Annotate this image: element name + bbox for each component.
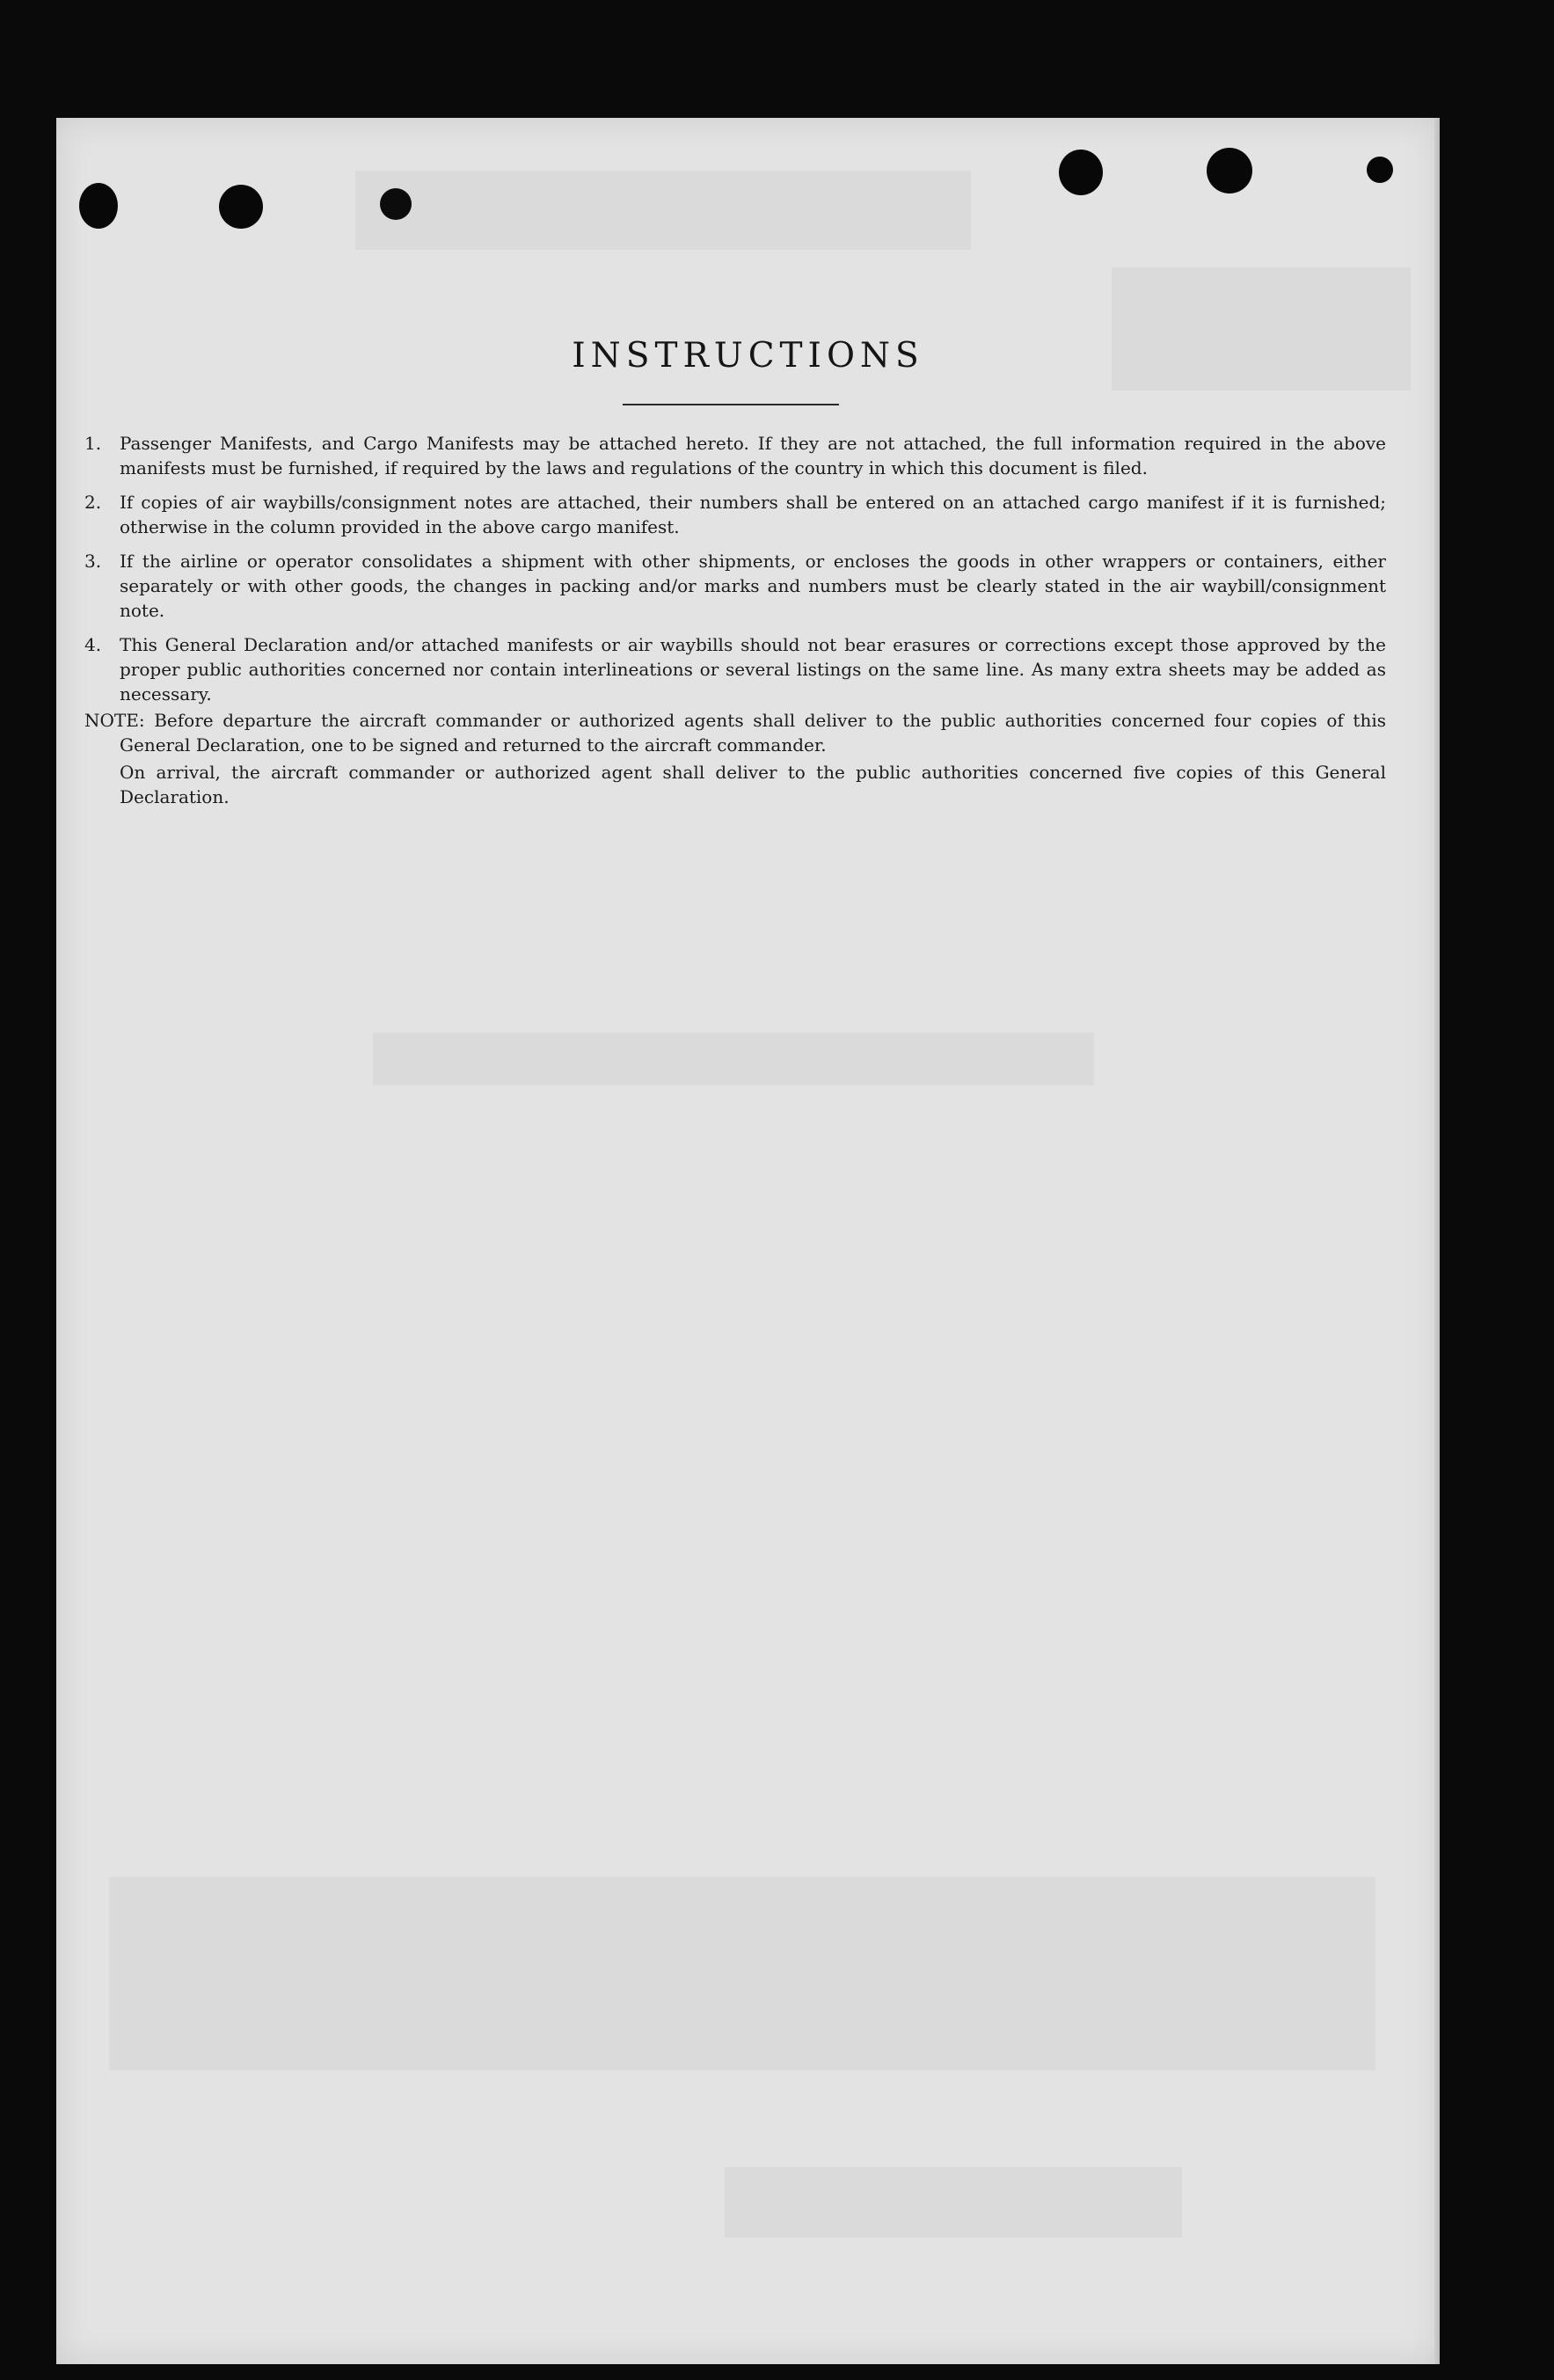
instruction-text: Passenger Manifests, and Cargo Manifests may be attached hereto. If they are not attached, the full information required in the above manifests must be furnished, if required by the laws and regulations of the country in which this document is filed. [120,433,1386,478]
note-departure: NOTE: Before departure the aircraft commander or authorized agents shall deliver to the public authorities concerned four copies of this General Declaration, one to be signed and returned to the aircraft commander. [84,710,1386,756]
bleed-through-block-3 [373,1033,1094,1085]
instruction-item [84,632,1386,706]
instruction-item [84,490,1386,539]
instructions-list [84,431,1386,716]
instruction-text: If copies of air waybills/consignment notes are attached, their numbers shall be entered on an attached cargo manifest if it is furnished; otherwise in the column provided in the above cargo manifest. [120,492,1386,537]
document-page [56,118,1440,2364]
note-arrival: On arrival, the aircraft commander or authorized agent shall deliver to the public authorities concerned five copies of this General Declaration. [120,762,1386,807]
page-title: INSTRUCTIONS [572,336,924,376]
instruction-number: 4. [84,634,102,655]
instruction-number: 3. [84,551,102,572]
instruction-text: If the airline or operator consolidates a shipment with other shipments, or encloses the goods in other wrappers or containers, either separately or with other goods, the changes in packing and/or marks and numbers must be clearly stated in the air waybill/consignment note. [120,551,1386,621]
instruction-number: 1. [84,433,102,454]
bleed-through-block-4 [109,1877,1375,2070]
punch-hole-right-3 [1367,157,1393,183]
instruction-text: This General Declaration and/or attached manifests or air waybills should not bear erasures or corrections except those approved by the proper public authorities concerned nor contain interlineations or several listings on the same line. As many extra sheets may be added as necessary. [120,634,1386,705]
bleed-through-block-1 [355,171,971,250]
bleed-through-block-5 [725,2167,1182,2238]
instruction-item [84,431,1386,480]
instruction-item [84,549,1386,623]
punch-hole-right-1 [1059,150,1103,195]
instruction-number: 2. [84,492,102,513]
title-underline [623,404,839,405]
note-section [84,708,1386,812]
punch-hole-left-1 [79,183,118,229]
punch-hole-left-2 [219,185,263,229]
punch-hole-right-2 [1207,148,1252,193]
